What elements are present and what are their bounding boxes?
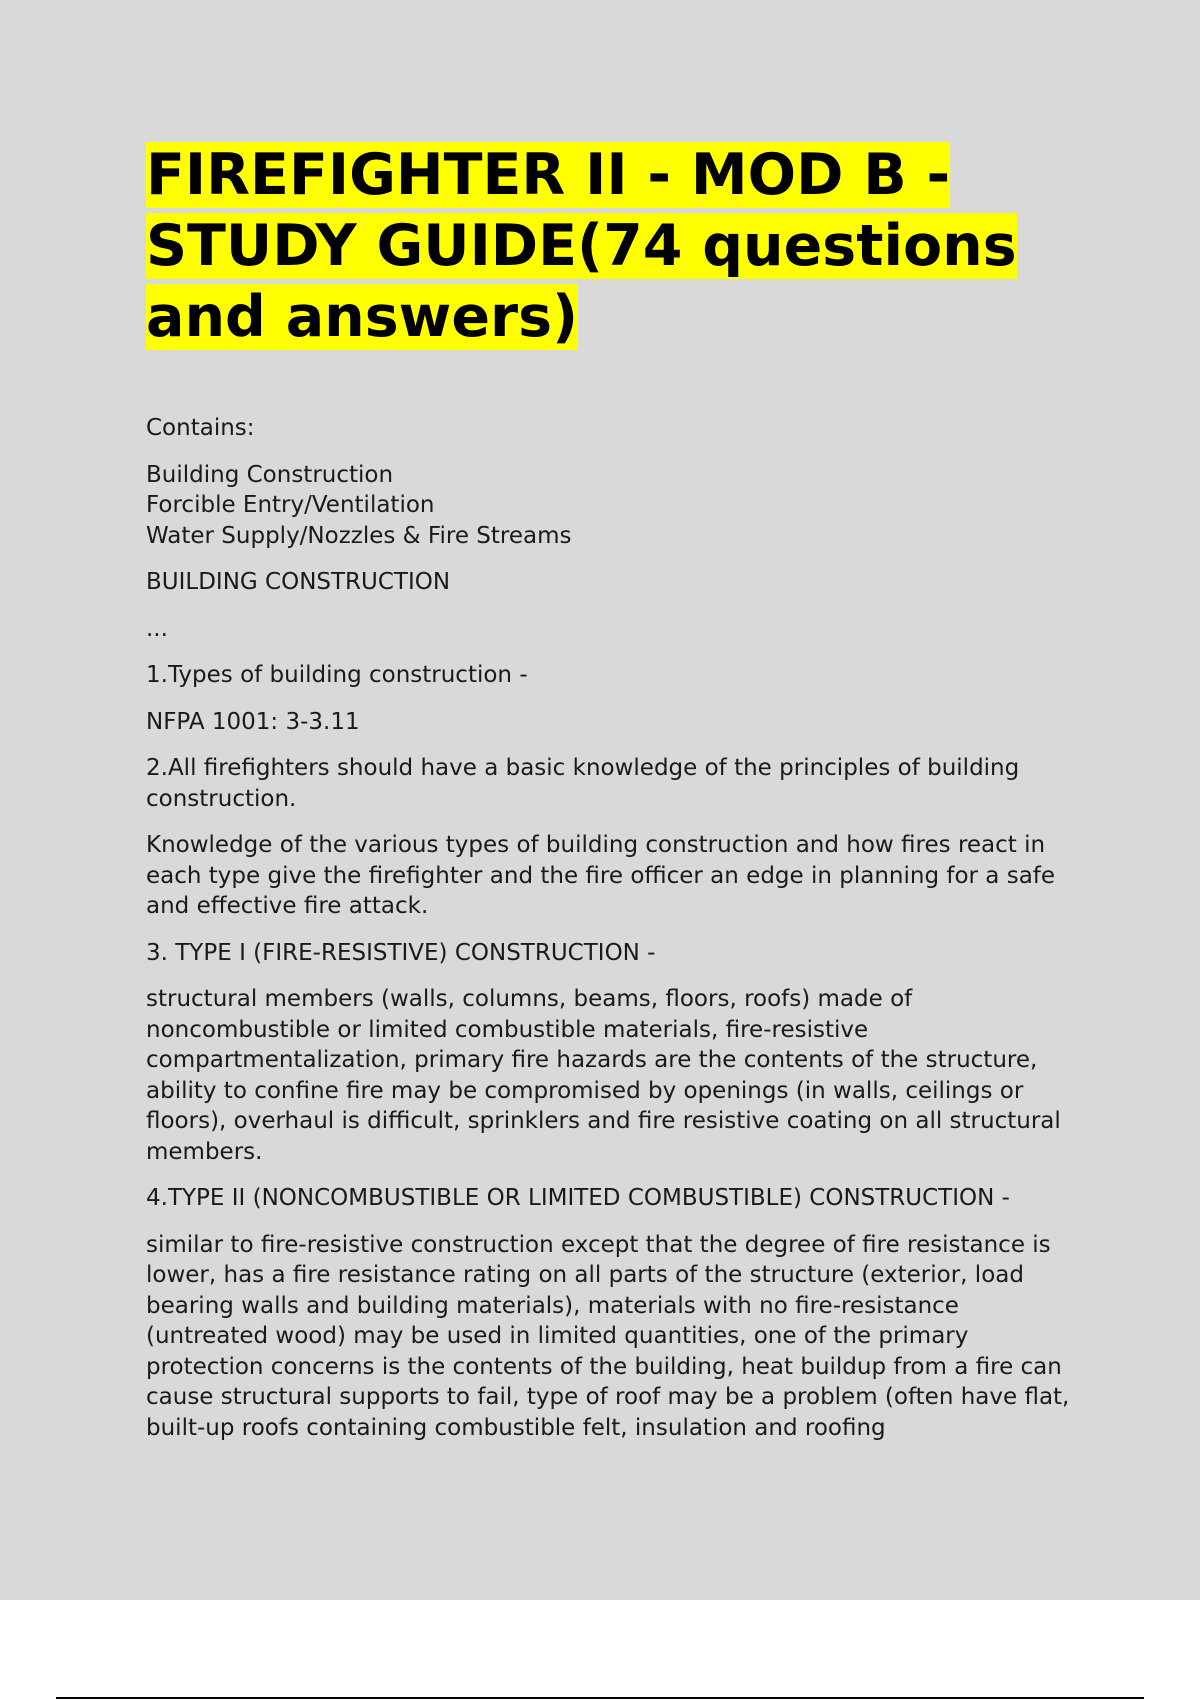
section-heading: BUILDING CONSTRUCTION <box>146 569 451 595</box>
title-line-1: FIREFIGHTER II - MOD B - <box>146 142 951 208</box>
question-1: 1.Types of building construction - <box>146 662 528 688</box>
contains-label: Contains: <box>146 415 255 441</box>
answer-2: Knowledge of the various types of building construction and how fires react in each type give the firefighter and the fire officer an edge in planning for a safe and effective fire attack. <box>146 832 1056 919</box>
document-title <box>146 140 1086 353</box>
answer-4: similar to fire-resistive construction except that the degree of fire resistance is lower, has a fire resistance rating on all parts of the structure (exterior, load bearing walls and building materials), materials with no fire-resistance (untreated wood) may be used in limited quantities, one of the primary protection concerns is the contents of the building, heat buildup from a fire can cause structural supports to fail, type of roof may be a problem (often have flat, built-up roofs containing combustible felt, insulation and roofing <box>146 1231 1070 1441</box>
title-line-2: STUDY GUIDE(74 questions <box>146 213 1017 279</box>
title-line-3: and answers) <box>146 284 579 350</box>
document-body <box>146 413 1086 1443</box>
contains-item: Water Supply/Nozzles & Fire Streams <box>146 522 572 549</box>
answer-1: NFPA 1001: 3-3.11 <box>146 708 360 735</box>
document-content <box>146 140 1086 1459</box>
question-2: 2.All firefighters should have a basic knowledge of the principles of building construction. <box>146 755 1020 812</box>
contains-list <box>146 460 1086 552</box>
question-3: 3. TYPE I (FIRE-RESISTIVE) CONSTRUCTION - <box>146 939 656 966</box>
contains-item: Forcible Entry/Ventilation <box>146 492 435 518</box>
question-4: 4.TYPE II (NONCOMBUSTIBLE OR LIMITED COMBUSTIBLE) CONSTRUCTION - <box>146 1185 1010 1211</box>
answer-3: structural members (walls, columns, beams, floors, roofs) made of noncombustible or limited combustible materials, fire-resistive compartmentalization, primary fire hazards are the contents of the structure, ability to confine fire may be compromised by openings (in walls, ceilings or floors), overhaul is difficult, sprinklers and fire resistive coating on all structural members. <box>146 986 1061 1165</box>
footer-divider <box>56 1697 1144 1699</box>
ellipsis: ... <box>146 615 168 642</box>
contains-item: Building Construction <box>146 461 394 488</box>
